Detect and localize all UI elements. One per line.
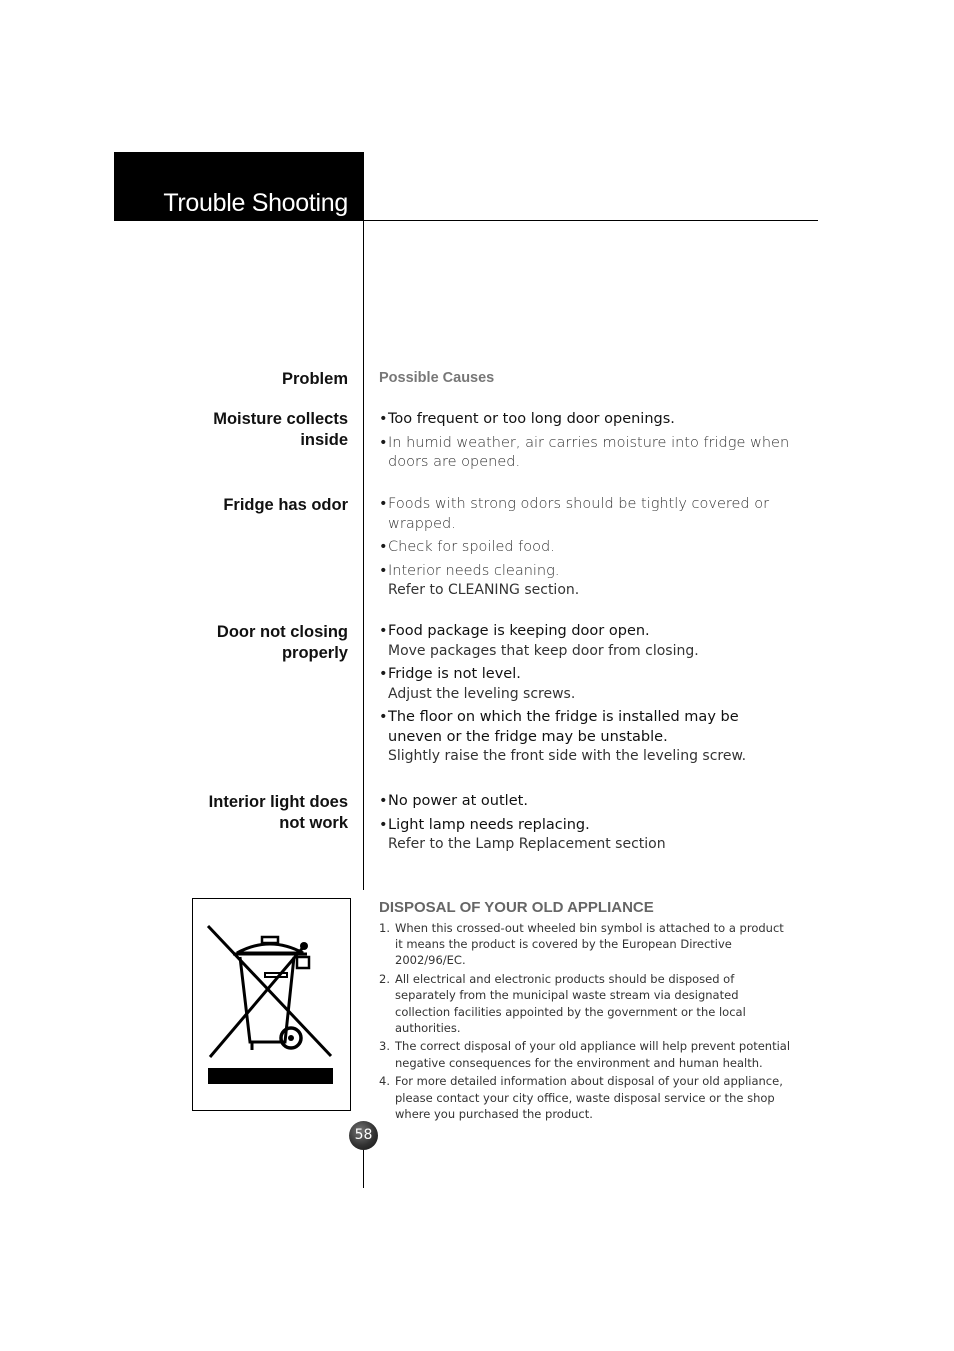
- cause-item: • Food package is keeping door open. Move packages that keep door from closing.: [379, 623, 699, 659]
- disposal-symbol-box: [192, 898, 351, 1111]
- disposal-title: DISPOSAL OF YOUR OLD APPLIANCE: [379, 899, 654, 916]
- list-item: 4. For more detailed information about disposal of your old appliance, please contact your city office, waste disposal service or the shop where you purchased the product.: [379, 1074, 783, 1121]
- page-title: Trouble Shooting: [163, 189, 348, 217]
- causes-light: [379, 792, 799, 859]
- causes-moisture: [379, 410, 799, 477]
- problem-door: Door not closing properly: [216, 623, 348, 662]
- list-item: 3. The correct disposal of your old appliance will help prevent potential negative consequences for the environment and human health.: [379, 1039, 791, 1070]
- cause-item: • Check for spoiled food.: [379, 539, 555, 555]
- problem-column-header: Problem: [281, 370, 348, 388]
- problem-moisture: Moisture collects inside: [213, 410, 348, 449]
- column-divider: [363, 221, 364, 890]
- crossed-out-wheeled-bin-icon: [193, 899, 350, 1110]
- header-rule: [364, 220, 818, 221]
- cause-item: • No power at outlet.: [379, 793, 528, 809]
- list-item: 1. When this crossed-out wheeled bin symbol is attached to a product it means the product is covered by the European Directive 2002/96/EC.: [379, 921, 784, 968]
- disposal-list: [379, 920, 791, 1124]
- causes-column-header: Possible Causes: [379, 370, 495, 386]
- column-divider-bottom: [363, 1150, 364, 1188]
- cause-item: • Light lamp needs replacing. Refer to the Lamp Replacement section: [379, 816, 666, 852]
- cause-item: • Fridge is not level. Adjust the leveling screws.: [379, 666, 576, 702]
- cause-item: • The floor on which the fridge is installed may be uneven or the fridge may be unstable. Slightly raise the front side with the leveling screw.: [379, 709, 747, 764]
- page-number: 58: [349, 1121, 378, 1150]
- cause-item: • Too frequent or too long door openings.: [379, 411, 675, 427]
- header-block: [114, 152, 364, 221]
- cause-item: • In humid weather, air carries moisture into fridge when doors are opened.: [379, 434, 790, 470]
- cause-item: • Interior needs cleaning. Refer to CLEANING section.: [379, 562, 580, 598]
- causes-odor: [379, 495, 799, 605]
- list-item: 2. All electrical and electronic products should be disposed of separately from the municipal waste stream via designated collection facilities appointed by the government or the local authorities.: [379, 972, 746, 1035]
- causes-door: [379, 622, 799, 771]
- problem-light: Interior light does not work: [208, 793, 348, 832]
- cause-item: • Foods with strong odors should be tightly covered or wrapped.: [379, 496, 770, 532]
- problem-odor: Fridge has odor: [223, 496, 348, 514]
